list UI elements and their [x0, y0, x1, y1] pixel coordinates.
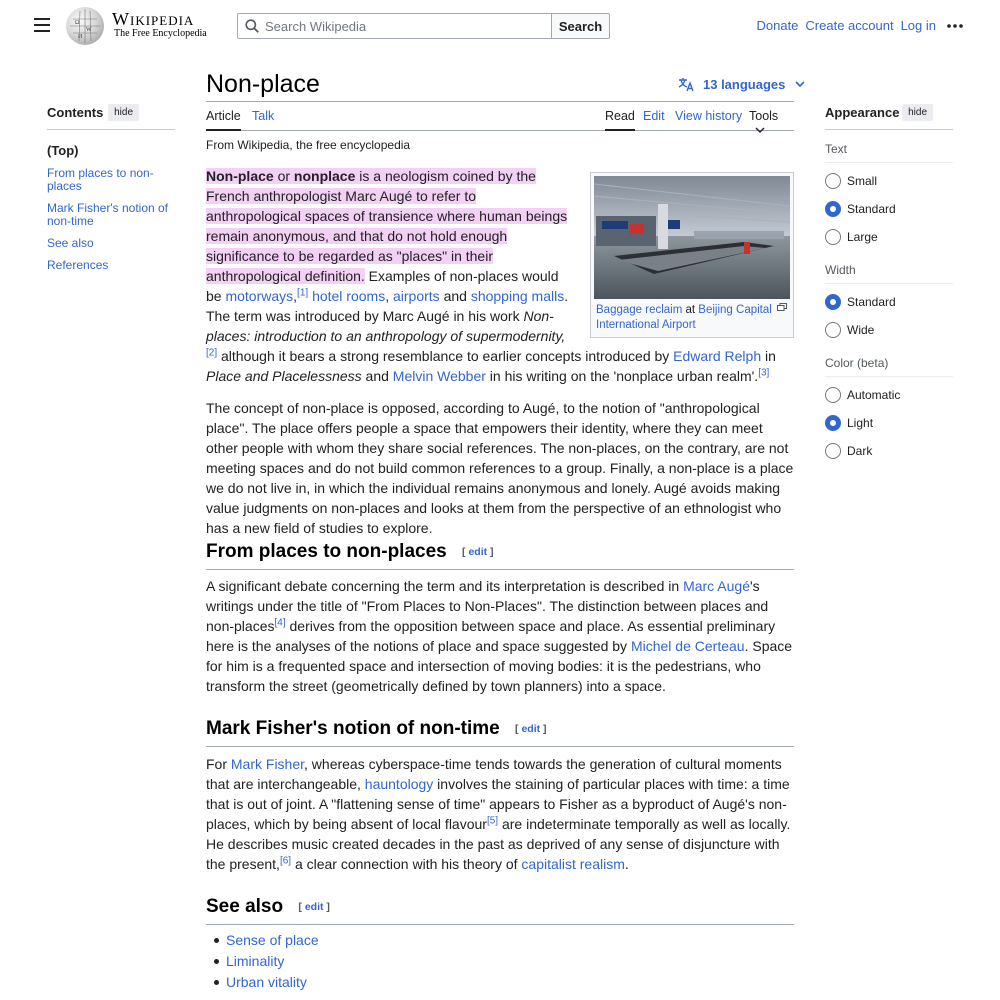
- toc-title: Contents: [47, 105, 104, 120]
- mark-fisher-paragraph: [206, 754, 794, 874]
- log-in-link[interactable]: Log in: [900, 18, 936, 33]
- edit-link[interactable]: edit: [521, 722, 541, 735]
- edit-section-link: [ edit ]: [462, 545, 494, 558]
- citation-1[interactable]: [1]: [297, 287, 309, 299]
- search-box[interactable]: [237, 13, 553, 39]
- tools-menu[interactable]: [749, 109, 794, 131]
- link-mark-fisher[interactable]: Mark Fisher: [230, 756, 305, 772]
- radio-unchecked-icon[interactable]: [825, 229, 841, 245]
- text: For: [206, 756, 231, 772]
- link-urban-vitality[interactable]: Urban vitality: [226, 974, 307, 990]
- main-menu-icon[interactable]: [34, 18, 50, 32]
- color-light-option[interactable]: [825, 409, 953, 437]
- heading-text: See also: [206, 896, 284, 917]
- text: , whereas cyberspace-time tends towards the generation of cultural moments that are interchangeable,: [206, 756, 782, 792]
- wikipedia-tagline: The Free Encyclopedia: [114, 28, 207, 39]
- bold-term: nonplace: [293, 168, 356, 184]
- chevron-down-icon: [755, 127, 765, 134]
- link-edward-relph[interactable]: Edward Relph: [673, 348, 762, 364]
- tab-read[interactable]: Read: [605, 109, 635, 131]
- heading-text: From places to non-places: [206, 541, 447, 562]
- radio-unchecked-icon[interactable]: [825, 443, 841, 459]
- text: involves the staining of particular places with time: a time that is out of joint. A "flattening sense of time" appears to Fisher as a byproduct of Augé's non-places, which by being absent of local flavour: [206, 776, 790, 832]
- text: Examples of non-places would be: [206, 268, 559, 304]
- highlighted-definition: [206, 168, 567, 284]
- color-label: Color (beta): [825, 356, 953, 377]
- svg-text:Ω: Ω: [75, 20, 80, 26]
- option-label: Light: [847, 416, 874, 430]
- section-heading-mark-fisher: [206, 718, 794, 747]
- baggage-reclaim-image[interactable]: [594, 176, 790, 299]
- edit-section-link: [ edit ]: [515, 722, 547, 735]
- page-tabs: [206, 109, 794, 131]
- chevron-down-icon: [795, 81, 805, 88]
- search-input[interactable]: [265, 15, 535, 37]
- book-title: Place and Placelessness: [206, 368, 362, 384]
- create-account-link[interactable]: Create account: [805, 18, 894, 33]
- svg-text:W: W: [86, 27, 92, 33]
- caption-text: at: [682, 304, 699, 316]
- text: and: [439, 288, 471, 304]
- text: or: [273, 168, 294, 184]
- citation-2[interactable]: [2]: [206, 347, 218, 359]
- text: 's writings under the title of "From Places to Non-Places". The distinction between places and non-places: [206, 578, 769, 634]
- link-capitalist-realism[interactable]: capitalist realism: [521, 856, 625, 872]
- text: .: [624, 856, 629, 872]
- section-heading-from-places: [206, 541, 794, 570]
- user-links: [756, 18, 936, 33]
- heading-text: Mark Fisher's notion of non-time: [206, 718, 500, 739]
- toc-item-top[interactable]: (Top): [47, 143, 79, 158]
- text-size-standard-option[interactable]: [825, 195, 953, 223]
- link-airports[interactable]: airports: [393, 288, 440, 304]
- citation-3[interactable]: [3]: [758, 367, 770, 379]
- search-button[interactable]: Search: [551, 13, 610, 39]
- citation-5[interactable]: [5]: [486, 815, 499, 827]
- text: . Space for him is a frequented space and intersection of moving bodies: it is the pedestrians, who transform the street (geometrically defined by town planners) into a space.: [206, 638, 793, 694]
- enlarge-icon[interactable]: [777, 303, 787, 311]
- tab-edit[interactable]: Edit: [643, 109, 665, 123]
- section-heading-see-also: [206, 896, 794, 925]
- link-melvin-webber[interactable]: Melvin Webber: [392, 368, 486, 384]
- citation-4[interactable]: [4]: [274, 617, 286, 629]
- edit-link[interactable]: edit: [468, 545, 488, 558]
- text: in: [761, 348, 776, 364]
- option-label: Automatic: [847, 388, 901, 402]
- image-caption: [594, 303, 790, 333]
- text-size-large-option[interactable]: [825, 223, 953, 251]
- text: in his writing on the 'nonplace urban realm'.: [485, 368, 759, 384]
- text-size-label: Text: [825, 142, 953, 163]
- link-michel-de-certeau[interactable]: Michel de Certeau: [630, 638, 745, 654]
- text: is a neologism coined by the French anthropologist Marc Augé to refer to anthropological spaces of transience where human beings remain anonymous, and that do not hold enough significance to be regarded as "places" in their anthropological definition.: [206, 168, 568, 284]
- lead-paragraph: [206, 166, 794, 386]
- list-item: [226, 930, 319, 951]
- list-item: [226, 972, 319, 993]
- option-label: Dark: [847, 444, 873, 458]
- text: derives from the opposition between space and place. As essential preliminary here is the analyses of the notions of place and space suggested by: [206, 618, 776, 654]
- search-icon: [245, 19, 259, 33]
- language-selector[interactable]: [678, 77, 813, 92]
- text: . The term was introduced by Marc Augé in his work: [206, 288, 569, 324]
- text: ,: [385, 288, 393, 304]
- text: although it bears a strong resemblance to earlier concepts introduced by: [217, 348, 674, 364]
- option-label: Standard: [847, 202, 896, 216]
- width-standard-option[interactable]: [825, 288, 953, 316]
- bold-term: Non-place: [206, 168, 274, 184]
- link-hauntology[interactable]: hauntology: [364, 776, 434, 792]
- tab-view-history[interactable]: View history: [675, 109, 743, 123]
- option-label: Large: [847, 230, 878, 244]
- toc-hide-button[interactable]: hide: [108, 104, 139, 121]
- width-label: Width: [825, 263, 953, 284]
- text: ,: [293, 288, 298, 304]
- site-header: [0, 0, 1000, 52]
- caption-link-beijing-airport[interactable]: Beijing Capital International Airport: [596, 304, 772, 331]
- edit-section-link: [ edit ]: [298, 900, 330, 913]
- text: A significant debate concerning the term and its interpretation is described in: [206, 578, 684, 594]
- toc-item-mark-fisher[interactable]: Mark Fisher's notion of non-time: [47, 201, 169, 228]
- title-divider: [206, 101, 794, 102]
- link-shopping-malls[interactable]: shopping malls: [470, 288, 565, 304]
- see-also-list: [226, 930, 319, 993]
- radio-unchecked-icon[interactable]: [825, 173, 841, 189]
- wikipedia-globe-logo[interactable]: [66, 7, 104, 45]
- appearance-title: Appearance: [825, 105, 900, 120]
- site-subtitle: From Wikipedia, the free encyclopedia: [206, 138, 411, 152]
- option-label: Small: [847, 174, 878, 188]
- language-icon: [678, 77, 695, 92]
- from-places-paragraph: [206, 576, 794, 696]
- text-size-small-option[interactable]: [825, 167, 953, 195]
- text: are indeterminate temporally as well as locally. He describes music created decades in the past as deprived of any sense of disjuncture with the present,: [206, 816, 791, 872]
- link-motorways[interactable]: motorways: [225, 288, 294, 304]
- appearance-panel: [825, 104, 953, 465]
- radio-checked-icon[interactable]: [825, 415, 841, 431]
- link-marc-auge[interactable]: Marc Augé: [683, 578, 750, 594]
- option-label: Wide: [847, 323, 875, 337]
- appearance-hide-button[interactable]: hide: [902, 104, 933, 121]
- book-title: Non-places: introduction to an anthropology of supermodernity,: [206, 308, 566, 344]
- toc-item-see-also[interactable]: See also: [47, 236, 94, 250]
- tab-article[interactable]: Article: [206, 109, 241, 131]
- page-title: Non-place: [206, 70, 320, 98]
- table-of-contents: [47, 104, 175, 272]
- donate-link[interactable]: Donate: [756, 18, 799, 33]
- caption-link-baggage-reclaim[interactable]: Baggage reclaim: [596, 304, 683, 316]
- link-hotel-rooms[interactable]: hotel rooms: [312, 288, 386, 304]
- edit-link[interactable]: edit: [304, 900, 324, 913]
- radio-unchecked-icon[interactable]: [825, 322, 841, 338]
- list-item: [226, 951, 319, 972]
- width-wide-option[interactable]: [825, 316, 953, 344]
- radio-checked-icon[interactable]: [825, 294, 841, 310]
- more-options-icon[interactable]: [947, 19, 963, 33]
- option-label: Standard: [847, 295, 896, 309]
- text: and: [361, 368, 393, 384]
- radio-checked-icon[interactable]: [825, 201, 841, 217]
- link-sense-of-place[interactable]: Sense of place: [226, 932, 319, 948]
- tab-talk[interactable]: Talk: [252, 109, 275, 123]
- wikipedia-wordmark[interactable]: Wikipedia: [112, 9, 195, 29]
- color-automatic-option[interactable]: [825, 381, 953, 409]
- radio-unchecked-icon[interactable]: [825, 387, 841, 403]
- toc-item-from-places[interactable]: From places to non-places: [47, 166, 154, 193]
- infobox-image-frame: [590, 172, 794, 338]
- language-count[interactable]: 13 languages: [703, 77, 786, 92]
- citation-6[interactable]: [6]: [279, 855, 292, 867]
- tools-label[interactable]: Tools: [749, 109, 779, 123]
- toc-item-references[interactable]: References: [47, 258, 109, 272]
- color-dark-option[interactable]: [825, 437, 953, 465]
- text: a clear connection with his theory of: [291, 856, 522, 872]
- concept-paragraph: The concept of non-place is opposed, according to Augé, to the notion of "anthropological place". The place offers people a space that empowers their identity, where they can meet other people with whom they share social references. The non-places, on the contrary, are not meeting spaces and do not build common references to a group. Finally, a non-place is a place we do not live in, in which the individual remains anonymous and lonely. Augé avoids making value judgments on non-places and looks at them from the perspective of an ethnologist who has a new field of studies to explore.: [206, 400, 794, 536]
- toc-header: [47, 104, 175, 130]
- link-liminality[interactable]: Liminality: [226, 953, 285, 969]
- svg-text:И: И: [78, 34, 83, 40]
- appearance-header: [825, 104, 953, 130]
